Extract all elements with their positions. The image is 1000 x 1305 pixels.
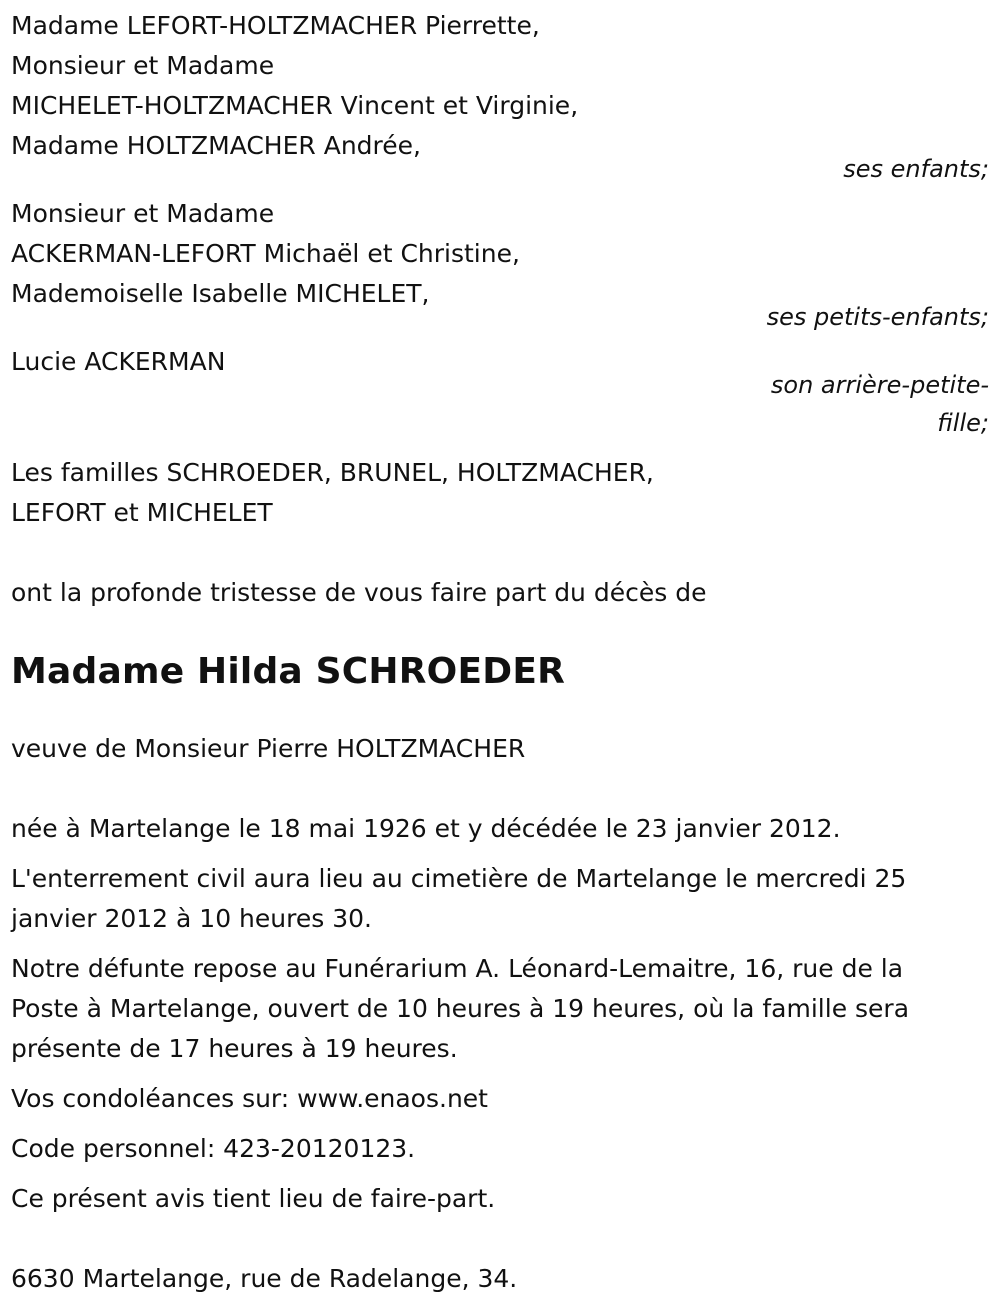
child-line: Madame LEFORT-HOLTZMACHER Pierrette, (11, 11, 540, 40)
grandchild-line: Mademoiselle Isabelle MICHELET, (11, 279, 430, 308)
burial-paragraph (11, 859, 990, 939)
repose-paragraph (11, 949, 990, 1069)
address-text: 6630 Martelange, rue de Radelange, 34. (11, 1264, 518, 1293)
repose-line: Poste à Martelange, ouvert de 10 heures à 19 heures, où la famille sera (11, 994, 910, 1023)
deceased-name: Madame Hilda SCHROEDER (11, 651, 566, 692)
great-grandchild-line: Lucie ACKERMAN (11, 347, 226, 376)
children-role: ses enfants; (843, 155, 989, 183)
great-grandchild-role-line1: son arrière-petite- (770, 371, 989, 399)
children-group (11, 6, 990, 188)
families-group (11, 453, 990, 533)
birth-death-text: née à Martelange le 18 mai 1926 et y décédée le 23 janvier 2012. (11, 814, 841, 843)
great-grandchild-group (11, 342, 990, 442)
burial-line: janvier 2012 à 10 heures 30. (11, 904, 372, 933)
grandchildren-group (11, 194, 990, 336)
repose-line: présente de 17 heures à 19 heures. (11, 1034, 458, 1063)
widow-of-text: veuve de Monsieur Pierre HOLTZMACHER (11, 734, 526, 763)
repose-line: Notre défunte repose au Funérarium A. Léonard-Lemaitre, 16, rue de la (11, 954, 904, 983)
grandchildren-role: ses petits-enfants; (766, 303, 989, 331)
personal-code-text: Code personnel: 423-20120123. (11, 1134, 416, 1163)
notice-text: Ce présent avis tient lieu de faire-part. (11, 1184, 496, 1213)
child-line: Monsieur et Madame (11, 51, 275, 80)
condolences-text: Vos condoléances sur: www.enaos.net (11, 1084, 488, 1113)
grandchild-line: ACKERMAN-LEFORT Michaël et Christine, (11, 239, 520, 268)
child-line: MICHELET-HOLTZMACHER Vincent et Virginie, (11, 91, 579, 120)
announcement-text: ont la profonde tristesse de vous faire part du décès de (11, 578, 707, 607)
burial-line: L'enterrement civil aura lieu au cimetière de Martelange le mercredi 25 (11, 864, 907, 893)
great-grandchild-role-line2: fille; (937, 409, 989, 437)
families-line: LEFORT et MICHELET (11, 498, 273, 527)
families-line: Les familles SCHROEDER, BRUNEL, HOLTZMACHER, (11, 458, 654, 487)
grandchild-line: Monsieur et Madame (11, 199, 275, 228)
child-line: Madame HOLTZMACHER Andrée, (11, 131, 421, 160)
